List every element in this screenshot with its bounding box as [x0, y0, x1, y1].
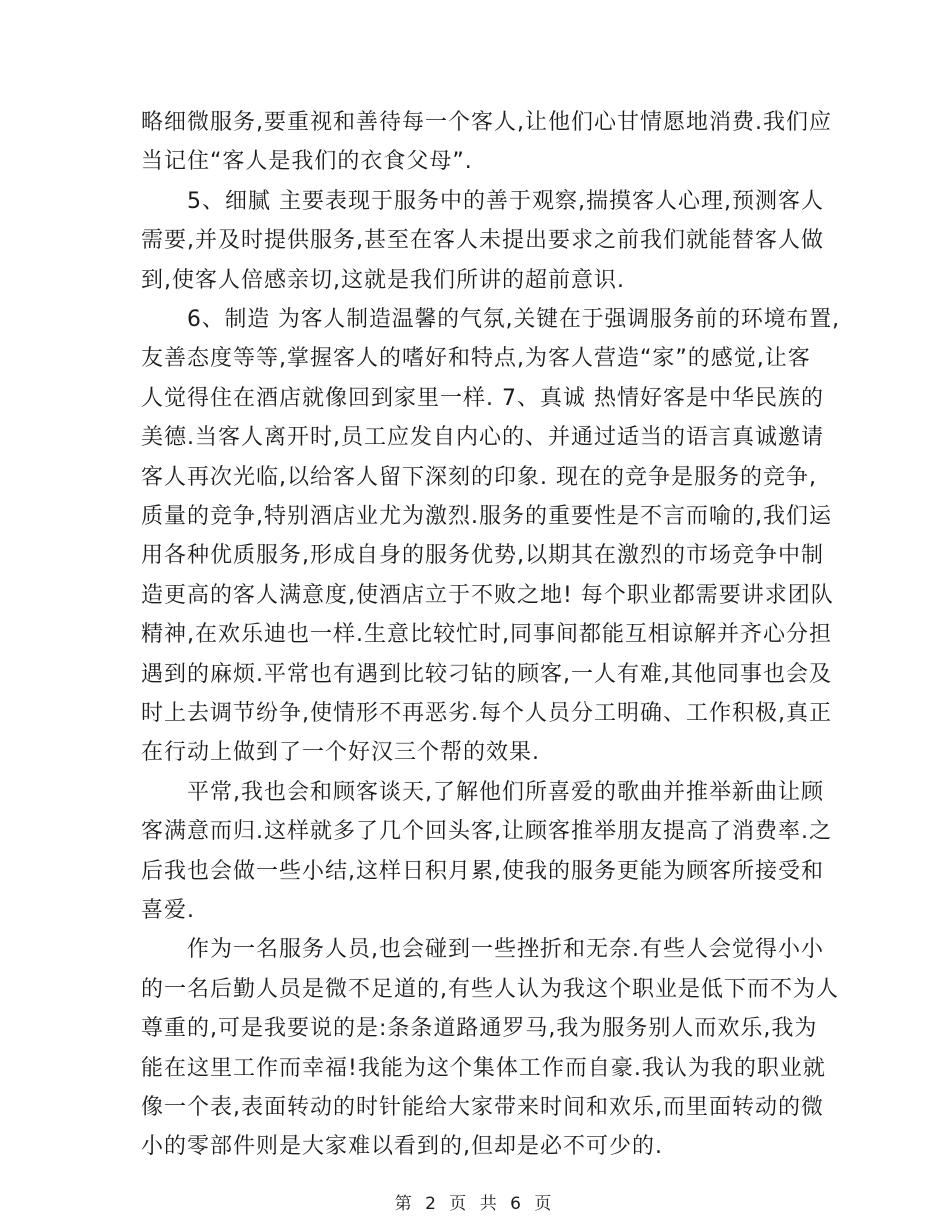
text-line: 客满意而归.这样就多了几个回头客,让顾客推举朋友提高了消费率.之 [141, 819, 832, 845]
text-line: 时上去调节纷争,使情形不再恶劣.每个人员分工明确、工作积极,真正 [141, 701, 832, 726]
text-line: 喜爱. [141, 898, 195, 923]
text-line: 友善态度等等,掌握客人的嗜好和特点,为客人营造“家”的感觉,让客 [141, 346, 811, 372]
text-line: 美德.当客人离开时,员工应发自内心的、并通过适当的语言真诚邀请 [141, 425, 824, 451]
text-line: 当记住“客人是我们的衣食父母”. [141, 149, 473, 175]
text-line: 需要,并及时提供服务,甚至在客人未提出要求之前我们就能替客人做 [141, 228, 824, 254]
text-line: 人觉得住在酒店就像回到家里一样. 7、真诚 热情好客是中华民族的 [141, 385, 824, 411]
text-line: 作为一名服务人员,也会碰到一些挫折和无奈.有些人会觉得小小 [187, 937, 824, 963]
text-line: 能在这里工作而幸福!我能为这个集体工作而自豪.我认为我的职业就 [141, 1055, 826, 1081]
text-line: 精神,在欢乐迪也一样.生意比较忙时,同事间都能互相谅解并齐心分担 [141, 622, 832, 648]
text-line: 在行动上做到了一个好汉三个帮的效果. [141, 740, 540, 766]
text-line: 质量的竞争,特别酒店业尤为激烈.服务的重要性是不言而喻的,我们运 [141, 504, 832, 529]
text-line: 遇到的麻烦.平常也有遇到比较刁钻的顾客,一人有难,其他同事也会及 [141, 661, 832, 687]
text-line: 客人再次光临,以给客人留下深刻的印象. 现在的竞争是服务的竞争, [141, 464, 817, 490]
text-line: 平常,我也会和顾客谈天,了解他们所喜爱的歌曲并推举新曲让顾 [187, 779, 824, 805]
text-line: 小的零部件则是大家难以看到的,但却是必不可少的. [141, 1134, 663, 1160]
text-line: 的一名后勤人员是微不足道的,有些人认为我这个职业是低下而不为人 [141, 976, 839, 1002]
text-line: 到,使客人倍感亲切,这就是我们所讲的超前意识. [141, 267, 625, 293]
text-line: 5、细腻 主要表现于服务中的善于观察,揣摸客人心理,预测客人 [187, 188, 824, 214]
text-line: 造更高的客人满意度,使酒店立于不败之地! 每个职业都需要讲求团队 [141, 582, 834, 608]
text-line: 像一个表,表面转动的时针能给大家带来时间和欢乐,而里面转动的微 [141, 1095, 824, 1120]
text-line: 后我也会做一些小结,这样日积月累,使我的服务更能为顾客所接受和 [141, 858, 824, 884]
text-line: 6、制造 为客人制造温馨的气氛,关键在于强调服务前的环境布置, [187, 307, 840, 332]
page-number-footer: 第 2 页 共 6 页 [394, 1194, 556, 1214]
text-line: 略细微服务,要重视和善待每一个客人,让他们心甘情愿地消费.我们应 [141, 110, 832, 135]
text-line: 尊重的,可是我要说的是:条条道路通罗马,我为服务别人而欢乐,我为 [141, 1016, 818, 1042]
text-line: 用各种优质服务,形成自身的服务优势,以期其在激烈的市场竞争中制 [141, 543, 824, 569]
